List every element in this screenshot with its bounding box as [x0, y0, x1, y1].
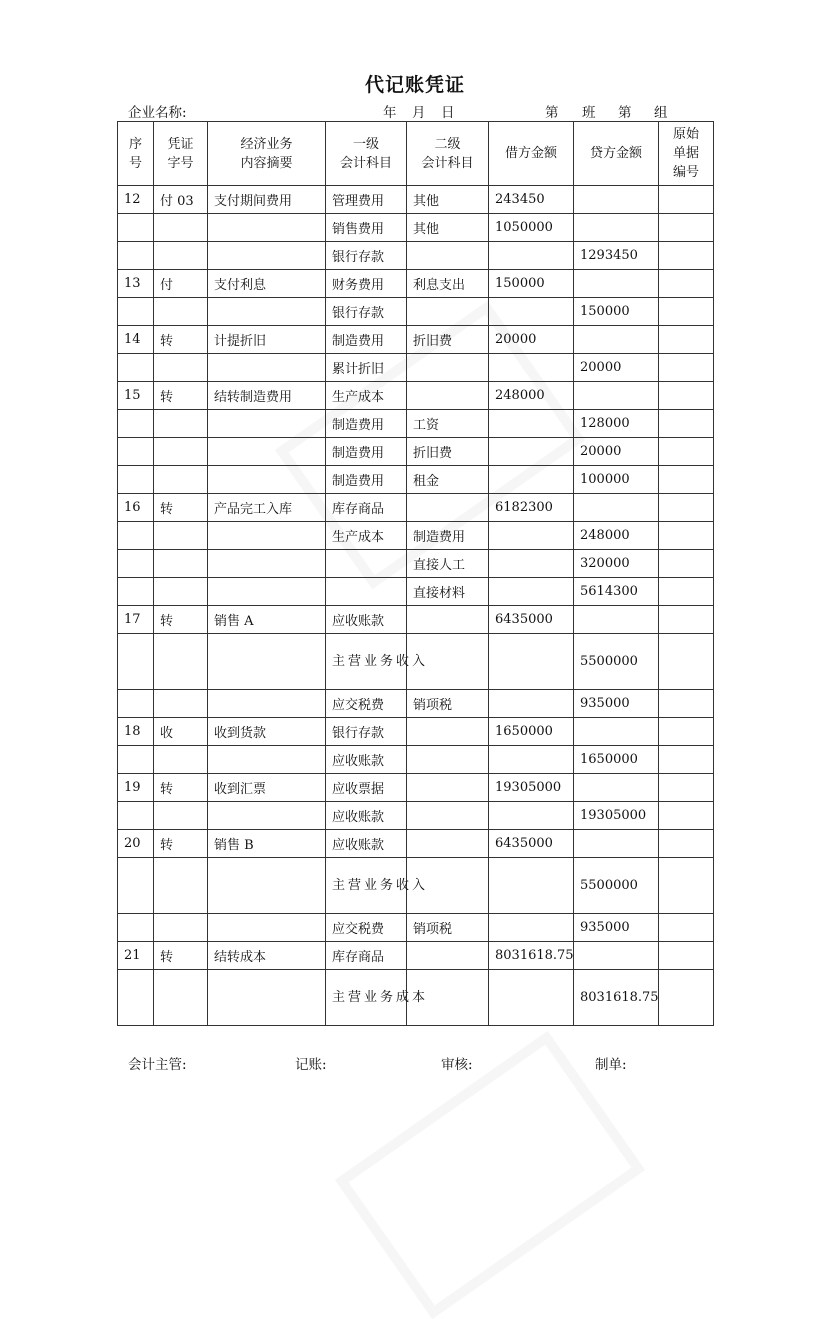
seq-cell: 14	[118, 326, 154, 354]
seq-cell	[118, 354, 154, 382]
credit-cell: 1650000	[574, 746, 659, 774]
credit-cell	[574, 942, 659, 970]
company-name-label: 企业名称:	[128, 105, 187, 121]
debit-cell	[489, 410, 574, 438]
table-row	[118, 550, 714, 578]
day-label: 日	[441, 105, 455, 121]
level2-account-cell	[407, 774, 489, 802]
debit-cell	[489, 298, 574, 326]
seq-cell	[118, 214, 154, 242]
voucher-no-cell	[154, 970, 208, 1026]
seq-cell	[118, 634, 154, 690]
level2-account-cell: 直接人工	[407, 550, 489, 578]
level1-account-cell: 应收账款	[326, 746, 407, 774]
voucher-no-cell	[154, 298, 208, 326]
debit-cell	[489, 438, 574, 466]
voucher-no-cell: 转	[154, 942, 208, 970]
summary-cell: 产品完工入库	[208, 494, 326, 522]
summary-cell: 计提折旧	[208, 326, 326, 354]
credit-cell: 1293450	[574, 242, 659, 270]
header-credit: 贷方金额	[574, 122, 659, 186]
summary-cell	[208, 802, 326, 830]
seq-cell	[118, 690, 154, 718]
level1-account-cell: 生产成本	[326, 522, 407, 550]
voucher-no-cell: 转	[154, 774, 208, 802]
level2-account-cell: 直接材料	[407, 578, 489, 606]
level2-account-cell	[407, 242, 489, 270]
seq-cell	[118, 438, 154, 466]
table-row	[118, 634, 714, 690]
original-doc-cell	[659, 186, 714, 214]
credit-cell: 100000	[574, 466, 659, 494]
debit-cell	[489, 746, 574, 774]
credit-cell	[574, 774, 659, 802]
seq-cell: 12	[118, 186, 154, 214]
credit-cell	[574, 606, 659, 634]
original-doc-cell	[659, 970, 714, 1026]
original-doc-cell	[659, 942, 714, 970]
table-row	[118, 830, 714, 858]
credit-cell: 19305000	[574, 802, 659, 830]
credit-cell: 935000	[574, 690, 659, 718]
level2-account-cell	[407, 354, 489, 382]
summary-cell	[208, 914, 326, 942]
debit-cell	[489, 354, 574, 382]
header-level2-account: 二级 会计科目	[407, 122, 489, 186]
credit-cell	[574, 326, 659, 354]
seq-cell: 15	[118, 382, 154, 410]
seq-cell	[118, 466, 154, 494]
summary-cell	[208, 550, 326, 578]
supervisor-label: 会计主管:	[128, 1057, 187, 1073]
table-row	[118, 270, 714, 298]
voucher-table	[117, 121, 714, 1026]
summary-cell	[208, 354, 326, 382]
credit-cell: 320000	[574, 550, 659, 578]
level2-account-cell: 折旧费	[407, 438, 489, 466]
credit-cell	[574, 186, 659, 214]
table-row	[118, 578, 714, 606]
level2-account-cell	[407, 942, 489, 970]
original-doc-cell	[659, 326, 714, 354]
summary-cell	[208, 634, 326, 690]
debit-cell: 6435000	[489, 606, 574, 634]
summary-cell: 结转成本	[208, 942, 326, 970]
original-doc-cell	[659, 914, 714, 942]
seq-cell	[118, 298, 154, 326]
table-row	[118, 494, 714, 522]
credit-cell	[574, 718, 659, 746]
original-doc-cell	[659, 858, 714, 914]
original-doc-cell	[659, 494, 714, 522]
seq-cell: 18	[118, 718, 154, 746]
voucher-no-cell	[154, 410, 208, 438]
credit-cell	[574, 830, 659, 858]
voucher-no-cell: 转	[154, 606, 208, 634]
level2-account-cell: 折旧费	[407, 326, 489, 354]
level2-account-cell	[407, 718, 489, 746]
summary-cell: 销售 A	[208, 606, 326, 634]
voucher-no-cell: 转	[154, 382, 208, 410]
voucher-no-cell	[154, 914, 208, 942]
original-doc-cell	[659, 578, 714, 606]
summary-cell	[208, 746, 326, 774]
level1-account-cell: 累计折旧	[326, 354, 407, 382]
seq-cell: 21	[118, 942, 154, 970]
level1-account-cell	[326, 550, 407, 578]
table-row	[118, 214, 714, 242]
level2-account-cell: 租金	[407, 466, 489, 494]
summary-cell: 收到货款	[208, 718, 326, 746]
seq-cell	[118, 242, 154, 270]
original-doc-cell	[659, 382, 714, 410]
debit-cell: 6435000	[489, 830, 574, 858]
original-doc-cell	[659, 522, 714, 550]
level2-account-cell: 其他	[407, 214, 489, 242]
level1-account-cell: 主营业务收入	[326, 858, 407, 914]
voucher-no-cell: 转	[154, 326, 208, 354]
original-doc-cell	[659, 410, 714, 438]
seq-cell: 17	[118, 606, 154, 634]
credit-cell: 248000	[574, 522, 659, 550]
level1-account-cell: 库存商品	[326, 942, 407, 970]
seq-cell	[118, 802, 154, 830]
level1-account-cell: 制造费用	[326, 410, 407, 438]
table-row	[118, 970, 714, 1026]
header-summary: 经济业务 内容摘要	[208, 122, 326, 186]
seq-cell	[118, 410, 154, 438]
summary-cell	[208, 858, 326, 914]
table-row	[118, 690, 714, 718]
debit-cell: 6182300	[489, 494, 574, 522]
seq-cell: 19	[118, 774, 154, 802]
summary-cell: 支付期间费用	[208, 186, 326, 214]
level2-account-cell	[407, 298, 489, 326]
summary-cell	[208, 690, 326, 718]
level1-account-cell: 主营业务收入	[326, 634, 407, 690]
original-doc-cell	[659, 746, 714, 774]
credit-cell	[574, 214, 659, 242]
level1-account-cell: 应收账款	[326, 606, 407, 634]
credit-cell	[574, 494, 659, 522]
month-label: 月	[412, 105, 426, 121]
seq-cell: 13	[118, 270, 154, 298]
debit-cell	[489, 914, 574, 942]
level2-account-cell: 制造费用	[407, 522, 489, 550]
debit-cell: 1650000	[489, 718, 574, 746]
debit-cell: 19305000	[489, 774, 574, 802]
bookkeeper-label: 记账:	[295, 1057, 327, 1073]
seq-cell	[118, 914, 154, 942]
level2-account-cell: 销项税	[407, 690, 489, 718]
table-row	[118, 746, 714, 774]
table-row	[118, 718, 714, 746]
level1-account-cell: 销售费用	[326, 214, 407, 242]
voucher-no-cell	[154, 690, 208, 718]
level1-account-cell	[326, 578, 407, 606]
table-row	[118, 942, 714, 970]
seq-cell	[118, 746, 154, 774]
voucher-no-cell	[154, 438, 208, 466]
original-doc-cell	[659, 550, 714, 578]
level1-account-cell: 应收票据	[326, 774, 407, 802]
original-doc-cell	[659, 690, 714, 718]
table-row	[118, 914, 714, 942]
voucher-no-cell	[154, 746, 208, 774]
level1-account-cell: 应收账款	[326, 802, 407, 830]
level1-account-cell: 财务费用	[326, 270, 407, 298]
level2-account-cell: 利息支出	[407, 270, 489, 298]
level1-account-cell: 应交税费	[326, 914, 407, 942]
debit-cell: 150000	[489, 270, 574, 298]
original-doc-cell	[659, 270, 714, 298]
debit-cell: 8031618.75	[489, 942, 574, 970]
seq-cell	[118, 970, 154, 1026]
voucher-no-cell: 付	[154, 270, 208, 298]
class-ordinal-label: 第	[545, 105, 559, 121]
level1-account-cell: 库存商品	[326, 494, 407, 522]
debit-cell	[489, 858, 574, 914]
summary-cell	[208, 578, 326, 606]
summary-cell	[208, 438, 326, 466]
credit-cell: 5500000	[574, 858, 659, 914]
debit-cell	[489, 550, 574, 578]
summary-cell	[208, 298, 326, 326]
level1-account-cell: 应交税费	[326, 690, 407, 718]
original-doc-cell	[659, 774, 714, 802]
auditor-label: 审核:	[441, 1057, 473, 1073]
table-row	[118, 298, 714, 326]
original-doc-cell	[659, 606, 714, 634]
level2-account-cell: 销项税	[407, 914, 489, 942]
level1-account-cell: 银行存款	[326, 242, 407, 270]
seq-cell	[118, 550, 154, 578]
level2-account-cell	[407, 382, 489, 410]
credit-cell: 20000	[574, 354, 659, 382]
year-label: 年	[383, 105, 397, 121]
document-title: 代记账凭证	[364, 74, 465, 96]
seq-cell	[118, 578, 154, 606]
voucher-no-cell	[154, 578, 208, 606]
debit-cell: 248000	[489, 382, 574, 410]
original-doc-cell	[659, 298, 714, 326]
header-original-doc: 原始 单据 编号	[659, 122, 714, 186]
debit-cell	[489, 522, 574, 550]
table-row	[118, 858, 714, 914]
level2-account-cell	[407, 802, 489, 830]
level1-account-cell: 制造费用	[326, 466, 407, 494]
level2-account-cell	[407, 830, 489, 858]
level1-account-cell: 管理费用	[326, 186, 407, 214]
table-row	[118, 522, 714, 550]
table-row	[118, 186, 714, 214]
level1-account-cell: 银行存款	[326, 718, 407, 746]
credit-cell	[574, 270, 659, 298]
voucher-no-cell	[154, 858, 208, 914]
seq-cell	[118, 522, 154, 550]
header-seq: 序 号	[118, 122, 154, 186]
voucher-no-cell	[154, 550, 208, 578]
table-row	[118, 326, 714, 354]
summary-cell	[208, 970, 326, 1026]
seq-cell: 16	[118, 494, 154, 522]
debit-cell	[489, 970, 574, 1026]
summary-cell	[208, 410, 326, 438]
credit-cell: 8031618.75	[574, 970, 659, 1026]
credit-cell: 150000	[574, 298, 659, 326]
voucher-no-cell	[154, 522, 208, 550]
table-row	[118, 242, 714, 270]
original-doc-cell	[659, 214, 714, 242]
summary-cell: 结转制造费用	[208, 382, 326, 410]
debit-cell	[489, 802, 574, 830]
level2-account-cell: 其他	[407, 186, 489, 214]
seq-cell: 20	[118, 830, 154, 858]
table-row	[118, 438, 714, 466]
original-doc-cell	[659, 718, 714, 746]
debit-cell	[489, 466, 574, 494]
debit-cell	[489, 242, 574, 270]
group-label: 组	[654, 105, 668, 121]
table-header-row	[118, 122, 714, 186]
level1-account-cell: 应收账款	[326, 830, 407, 858]
original-doc-cell	[659, 354, 714, 382]
level1-account-cell: 生产成本	[326, 382, 407, 410]
debit-cell	[489, 690, 574, 718]
seq-cell	[118, 858, 154, 914]
table-row	[118, 774, 714, 802]
credit-cell	[574, 382, 659, 410]
voucher-no-cell: 转	[154, 494, 208, 522]
class-label: 班	[582, 105, 596, 121]
summary-cell: 收到汇票	[208, 774, 326, 802]
original-doc-cell	[659, 830, 714, 858]
summary-cell	[208, 214, 326, 242]
voucher-no-cell: 付 03	[154, 186, 208, 214]
voucher-no-cell: 转	[154, 830, 208, 858]
debit-cell: 243450	[489, 186, 574, 214]
credit-cell: 20000	[574, 438, 659, 466]
level1-account-cell: 制造费用	[326, 438, 407, 466]
voucher-no-cell: 收	[154, 718, 208, 746]
table-row	[118, 802, 714, 830]
credit-cell: 5500000	[574, 634, 659, 690]
summary-cell: 支付利息	[208, 270, 326, 298]
level1-account-cell: 银行存款	[326, 298, 407, 326]
table-row	[118, 354, 714, 382]
group-ordinal-label: 第	[618, 105, 632, 121]
level2-account-cell	[407, 606, 489, 634]
credit-cell: 5614300	[574, 578, 659, 606]
summary-cell	[208, 466, 326, 494]
summary-cell	[208, 242, 326, 270]
voucher-no-cell	[154, 802, 208, 830]
level2-account-cell: 工资	[407, 410, 489, 438]
credit-cell: 935000	[574, 914, 659, 942]
original-doc-cell	[659, 466, 714, 494]
debit-cell: 1050000	[489, 214, 574, 242]
credit-cell: 128000	[574, 410, 659, 438]
original-doc-cell	[659, 634, 714, 690]
voucher-no-cell	[154, 354, 208, 382]
level2-account-cell	[407, 746, 489, 774]
table-row	[118, 466, 714, 494]
voucher-no-cell	[154, 242, 208, 270]
voucher-no-cell	[154, 634, 208, 690]
original-doc-cell	[659, 242, 714, 270]
debit-cell: 20000	[489, 326, 574, 354]
debit-cell	[489, 634, 574, 690]
original-doc-cell	[659, 802, 714, 830]
summary-cell	[208, 522, 326, 550]
level1-account-cell: 制造费用	[326, 326, 407, 354]
summary-cell: 销售 B	[208, 830, 326, 858]
header-level1-account: 一级 会计科目	[326, 122, 407, 186]
watermark	[335, 1031, 645, 1319]
original-doc-cell	[659, 438, 714, 466]
level1-account-cell: 主营业务成本	[326, 970, 407, 1026]
header-debit: 借方金额	[489, 122, 574, 186]
voucher-no-cell	[154, 214, 208, 242]
header-voucher-no: 凭证 字号	[154, 122, 208, 186]
voucher-no-cell	[154, 466, 208, 494]
table-row	[118, 606, 714, 634]
level2-account-cell	[407, 494, 489, 522]
table-row	[118, 410, 714, 438]
debit-cell	[489, 578, 574, 606]
table-row	[118, 382, 714, 410]
preparer-label: 制单:	[595, 1057, 627, 1073]
